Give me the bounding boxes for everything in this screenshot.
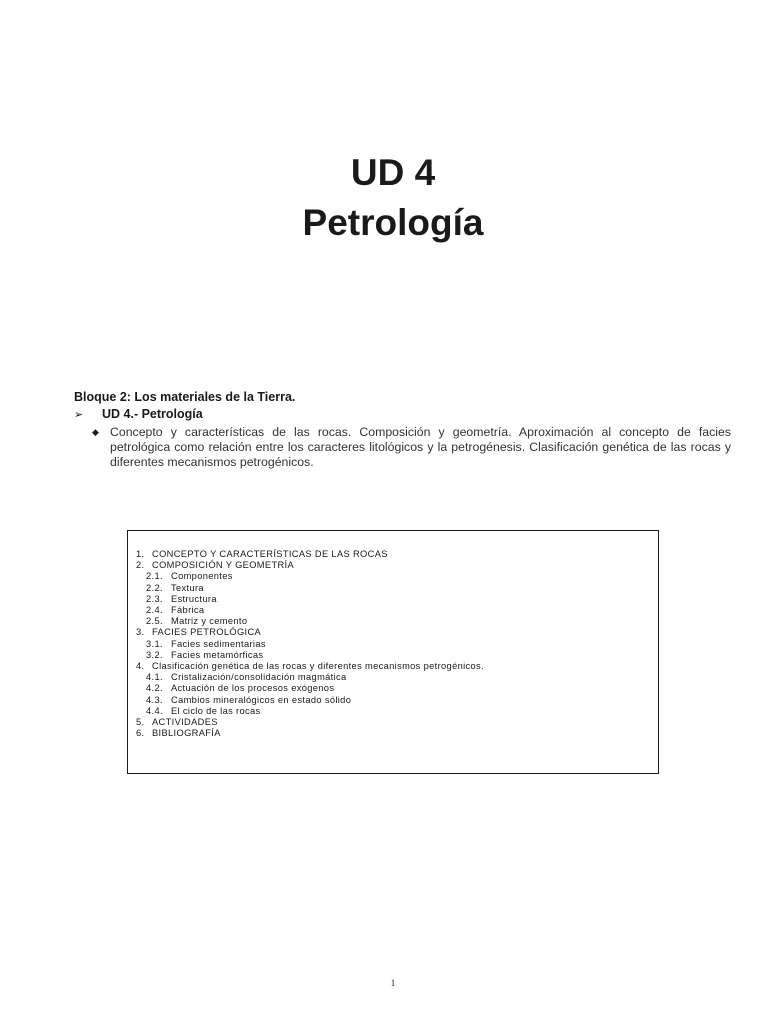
toc-item-label: COMPOSICIÓN Y GEOMETRÍA <box>152 560 295 571</box>
toc-item <box>136 616 484 627</box>
toc-item-label: ACTIVIDADES <box>152 717 218 728</box>
toc-item <box>136 594 484 605</box>
toc-item-number: 2. <box>136 560 145 571</box>
toc-item <box>136 560 484 571</box>
toc-item-number: 3. <box>136 627 145 638</box>
toc-item-number: 2.5. <box>146 616 163 627</box>
ud-heading <box>74 406 203 423</box>
toc-item <box>136 650 484 661</box>
toc-item <box>136 706 484 717</box>
toc-item-label: El ciclo de las rocas <box>171 705 261 716</box>
toc-list <box>136 549 484 739</box>
toc-item <box>136 583 484 594</box>
toc-item <box>136 717 484 728</box>
toc-item-label: Cambios mineralógicos en estado sólido <box>171 694 352 705</box>
toc-item-label: Clasificación genética de las rocas y diferentes mecanismos petrogénicos. <box>152 661 484 672</box>
toc-item-number: 2.1. <box>146 571 163 582</box>
bloque-heading: Bloque 2: Los materiales de la Tierra. <box>74 390 296 404</box>
document-title <box>0 148 768 248</box>
toc-item <box>136 605 484 616</box>
toc-item <box>136 549 484 560</box>
table-of-contents <box>127 530 659 774</box>
toc-item-number: 4.3. <box>146 694 163 705</box>
toc-item-label: FACIES PETROLÓGICA <box>152 627 262 638</box>
toc-item-label: Facies sedimentarias <box>171 638 266 649</box>
toc-item-label: Actuación de los procesos exógenos <box>171 683 335 694</box>
toc-item-label: CONCEPTO Y CARACTERÍSTICAS DE LAS ROCAS <box>152 549 388 559</box>
toc-item <box>136 627 484 638</box>
toc-item-number: 2.3. <box>146 593 163 604</box>
toc-item-label: Facies metamórficas <box>171 649 264 660</box>
toc-item-number: 2.2. <box>146 582 163 593</box>
toc-item-number: 4.1. <box>146 672 163 683</box>
toc-item <box>136 639 484 650</box>
toc-item <box>136 571 484 582</box>
toc-item-label: Cristalización/consolidación magmática <box>171 672 347 683</box>
toc-item-label: Estructura <box>171 593 217 604</box>
toc-item-number: 3.1. <box>146 638 163 649</box>
diamond-bullet-icon: ◆ <box>92 428 99 438</box>
toc-item <box>136 672 484 683</box>
toc-item-number: 5. <box>136 717 145 728</box>
toc-item-number: 4. <box>136 661 145 672</box>
toc-item <box>136 728 484 739</box>
title-unit: UD 4 <box>350 152 436 193</box>
unit-description-text: Concepto y características de las rocas. Composición y geometría. Aproximación al concepto de facies petrológica como relación entre los caracteres litológicos y la petrogénesis. Clasificación genética de las rocas y diferentes mecanismos petrogénicos. <box>110 425 731 469</box>
toc-item-label: Textura <box>171 582 204 593</box>
toc-item-label: Matriz y cemento <box>171 616 248 627</box>
toc-item-number: 3.2. <box>146 649 163 660</box>
page-number: 1 <box>390 978 396 988</box>
arrow-bullet-icon: ➢ <box>74 408 84 421</box>
unit-description <box>92 425 731 470</box>
toc-item <box>136 695 484 706</box>
toc-item-number: 4.4. <box>146 705 163 716</box>
toc-item-number: 1. <box>136 549 145 559</box>
toc-item-label: Fábrica <box>171 605 205 616</box>
toc-item-label: BIBLIOGRAFÍA <box>152 728 221 739</box>
toc-item-number: 2.4. <box>146 605 163 616</box>
toc-item-label: Componentes <box>171 571 233 582</box>
toc-item-number: 4.2. <box>146 683 163 694</box>
title-subject: Petrología <box>302 202 484 243</box>
toc-item <box>136 683 484 694</box>
ud-heading-label: UD 4.- Petrología <box>102 407 203 421</box>
toc-item-number: 6. <box>136 728 145 739</box>
toc-item <box>136 661 484 672</box>
